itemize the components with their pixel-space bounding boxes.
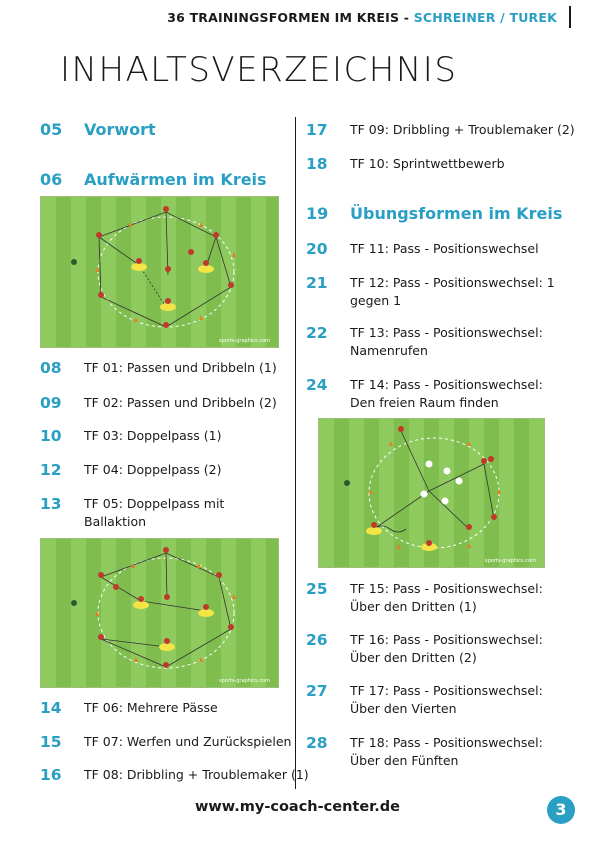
toc-entry[interactable] xyxy=(40,495,249,531)
running-header xyxy=(167,10,557,25)
toc-page-number: 09 xyxy=(40,394,62,412)
toc-entry[interactable] xyxy=(306,734,555,770)
page-title: INHALTSVERZEICHNIS xyxy=(60,50,458,90)
toc-entry-title: TF 15: Pass - Positionswechsel: Über den Dritten (1) xyxy=(350,581,543,614)
toc-entry[interactable] xyxy=(40,461,304,479)
toc-section-title: Übungsformen im Kreis xyxy=(350,204,563,223)
toc-entry[interactable] xyxy=(40,733,304,751)
toc-entry[interactable] xyxy=(306,376,555,412)
watermark: sports-graphics.com xyxy=(485,558,536,564)
toc-entry[interactable] xyxy=(40,699,304,717)
toc-entry-title: TF 17: Pass - Positionswechsel: Über den Vierten xyxy=(350,683,543,716)
toc-section-title: Aufwärmen im Kreis xyxy=(84,170,267,189)
toc-page-number: 15 xyxy=(40,733,62,751)
toc-page-number: 25 xyxy=(306,580,328,598)
toc-entry[interactable] xyxy=(306,240,555,258)
toc-entry[interactable] xyxy=(40,394,304,412)
toc-page-number: 21 xyxy=(306,274,328,292)
toc-page-number: 12 xyxy=(40,461,62,479)
toc-section-title: Vorwort xyxy=(84,120,156,139)
toc-page-number: 20 xyxy=(306,240,328,258)
authors: SCHREINER / TUREK xyxy=(413,10,557,25)
toc-entry-title: TF 01: Passen und Dribbeln (1) xyxy=(84,360,277,375)
watermark: sports-graphics.com xyxy=(219,678,270,684)
toc-entry[interactable] xyxy=(306,631,555,667)
toc-entry-title: TF 09: Dribbling + Troublemaker (2) xyxy=(350,122,575,137)
pitch-illustration xyxy=(41,197,278,347)
toc-entry-title: TF 13: Pass - Positionswechsel: Namenrufen xyxy=(350,325,543,358)
toc-entry-title: TF 11: Pass - Positionswechsel xyxy=(350,241,539,256)
toc-entry[interactable] xyxy=(306,204,563,223)
toc-entry[interactable] xyxy=(306,274,555,310)
pitch-illustration xyxy=(319,419,544,567)
toc-page-number: 06 xyxy=(40,170,63,189)
toc-entry-title: TF 12: Pass - Positionswechsel: 1 gegen 1 xyxy=(350,275,555,308)
toc-entry[interactable] xyxy=(306,580,555,616)
field-diagram-tf05 xyxy=(40,538,279,688)
toc-entry[interactable] xyxy=(306,121,575,139)
toc-entry[interactable] xyxy=(306,155,555,173)
toc-entry-title: TF 02: Passen und Dribbeln (2) xyxy=(84,395,277,410)
toc-page-number: 22 xyxy=(306,324,328,342)
toc-entry-title: TF 05: Doppelpass mit Ballaktion xyxy=(84,496,225,529)
toc-page-number: 27 xyxy=(306,682,328,700)
toc-entry-title: TF 07: Werfen und Zurückspielen xyxy=(84,734,292,749)
toc-page-number: 17 xyxy=(306,121,328,139)
toc-entry[interactable] xyxy=(40,359,304,377)
toc-entry-title: TF 03: Doppelpass (1) xyxy=(84,428,222,443)
watermark: sports-graphics.com xyxy=(219,338,270,344)
toc-entry-title: TF 16: Pass - Positionswechsel: Über den Dritten (2) xyxy=(350,632,543,665)
toc-page-number: 19 xyxy=(306,204,329,223)
toc-entry[interactable] xyxy=(40,121,304,139)
toc-entry[interactable] xyxy=(40,171,304,189)
toc-entry[interactable] xyxy=(40,427,304,445)
toc-page-number: 10 xyxy=(40,427,62,445)
toc-page-number: 14 xyxy=(40,699,62,717)
field-diagram-warmup xyxy=(40,196,279,348)
field-diagram-tf14 xyxy=(318,418,545,568)
toc-page-number: 16 xyxy=(40,766,62,784)
toc-entry[interactable] xyxy=(40,766,324,784)
toc-page-number: 26 xyxy=(306,631,328,649)
toc-page-number: 28 xyxy=(306,734,328,752)
toc-page-number: 24 xyxy=(306,376,328,394)
toc-entry[interactable] xyxy=(306,682,555,718)
pitch-illustration xyxy=(41,539,278,687)
toc-entry-title: TF 06: Mehrere Pässe xyxy=(84,700,218,715)
column-divider xyxy=(295,117,296,789)
toc-page-number: 13 xyxy=(40,495,62,513)
footer-url[interactable]: www.my-coach-center.de xyxy=(195,799,400,815)
toc-page-number: 18 xyxy=(306,155,328,173)
toc-entry[interactable] xyxy=(306,324,555,360)
toc-entry-title: TF 14: Pass - Positionswechsel: Den freien Raum finden xyxy=(350,377,543,410)
toc-entry-title: TF 10: Sprintwettbewerb xyxy=(350,156,505,171)
book-title: 36 TRAININGSFORMEN IM KREIS - xyxy=(167,10,414,25)
toc-entry-title: TF 04: Doppelpass (2) xyxy=(84,462,222,477)
toc-page-number: 08 xyxy=(40,359,62,377)
toc-entry-title: TF 18: Pass - Positionswechsel: Über den Fünften xyxy=(350,735,543,768)
toc-entry-title: TF 08: Dribbling + Troublemaker (1) xyxy=(84,767,309,782)
page-number-badge: 3 xyxy=(547,796,575,824)
toc-page-number: 05 xyxy=(40,120,63,139)
header-divider xyxy=(569,6,571,28)
